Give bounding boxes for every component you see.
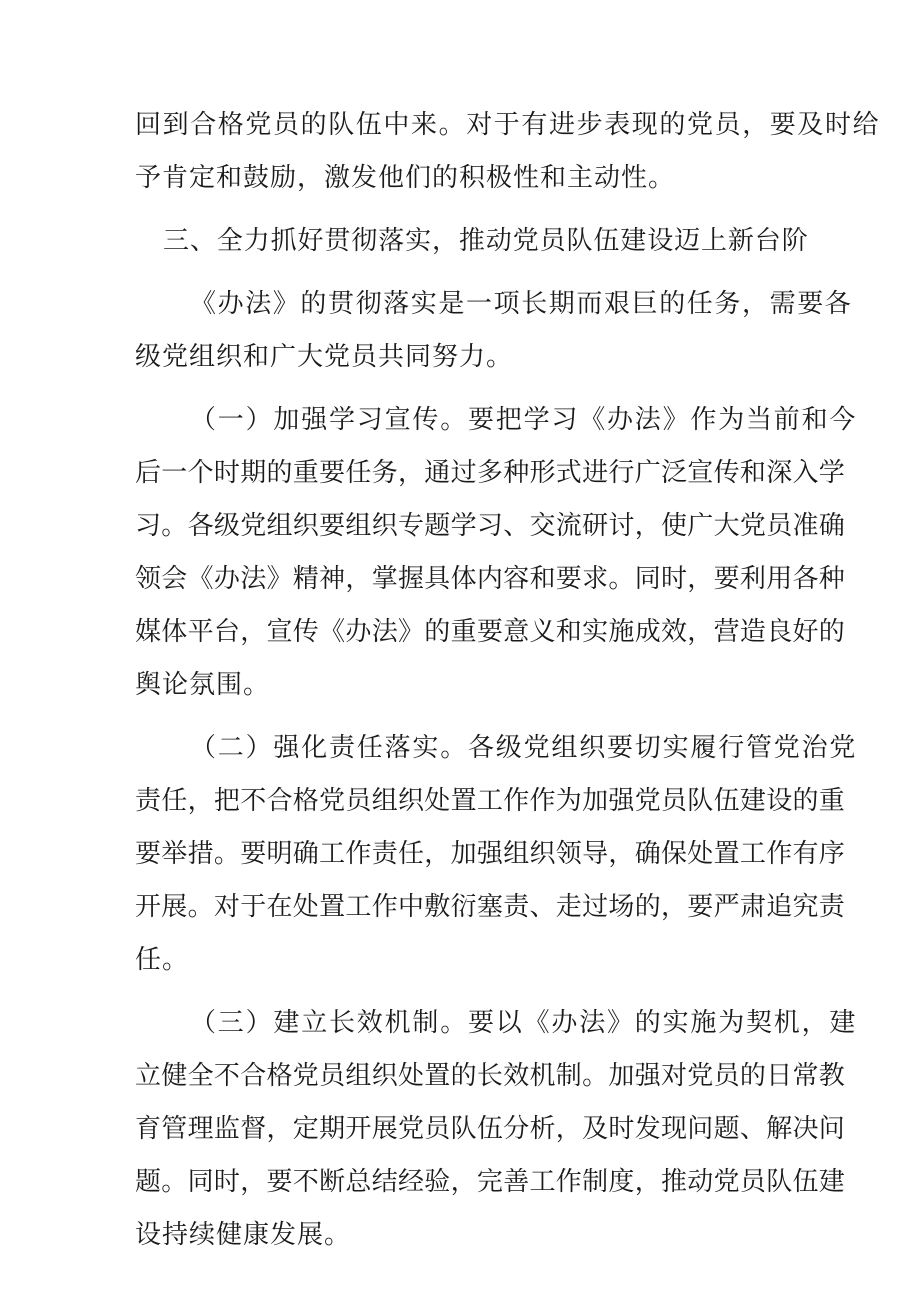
body-text-line: （二）强化责任落实。各级党组织要切实履行管党治党 bbox=[190, 733, 858, 763]
body-text-line: 育管理监督，定期开展党员队伍分析，及时发现问题、解决问 bbox=[135, 1114, 846, 1144]
body-text-line: 级党组织和广大党员共同努力。 bbox=[135, 342, 514, 372]
body-text-line: 要举措。要明确工作责任，加强组织领导，确保处置工作有序 bbox=[135, 839, 846, 869]
body-text-line: 设持续健康发展。 bbox=[135, 1220, 352, 1250]
body-text-line: 媒体平台，宣传《办法》的重要意义和实施成效，营造良好的 bbox=[135, 617, 846, 647]
body-text-line: 回到合格党员的队伍中来。对于有进步表现的党员，要及时给 bbox=[135, 110, 881, 140]
body-text-line: 《办法》的贯彻落实是一项长期而艰巨的任务，需要各 bbox=[190, 289, 853, 319]
body-text-line: 责任，把不合格党员组织处置工作作为加强党员队伍建设的重 bbox=[135, 786, 846, 816]
body-text-line: 题。同时，要不断总结经验，完善工作制度，推动党员队伍建 bbox=[135, 1167, 846, 1197]
body-text-line: 予肯定和鼓励，激发他们的积极性和主动性。 bbox=[135, 163, 676, 193]
body-text-line: 舆论氛围。 bbox=[135, 670, 271, 700]
body-text-line: 开展。对于在处置工作中敷衍塞责、走过场的，要严肃追究责 bbox=[135, 892, 846, 922]
body-text-line: （一）加强学习宣传。要把学习《办法》作为当前和今 bbox=[190, 405, 858, 435]
body-text-line: 领会《办法》精神，掌握具体内容和要求。同时，要利用各种 bbox=[135, 564, 846, 594]
section-heading: 三、全力抓好贯彻落实，推动党员队伍建设迈上新台阶 bbox=[163, 226, 809, 256]
body-text-line: （三）建立长效机制。要以《办法》的实施为契机，建 bbox=[190, 1008, 858, 1038]
body-text-line: 任。 bbox=[135, 945, 190, 975]
body-text-line: 立健全不合格党员组织处置的长效机制。加强对党员的日常教 bbox=[135, 1061, 846, 1091]
body-text-line: 习。各级党组织要组织专题学习、交流研讨，使广大党员准确 bbox=[135, 511, 846, 541]
body-text-line: 后一个时期的重要任务，通过多种形式进行广泛宣传和深入学 bbox=[135, 458, 846, 488]
